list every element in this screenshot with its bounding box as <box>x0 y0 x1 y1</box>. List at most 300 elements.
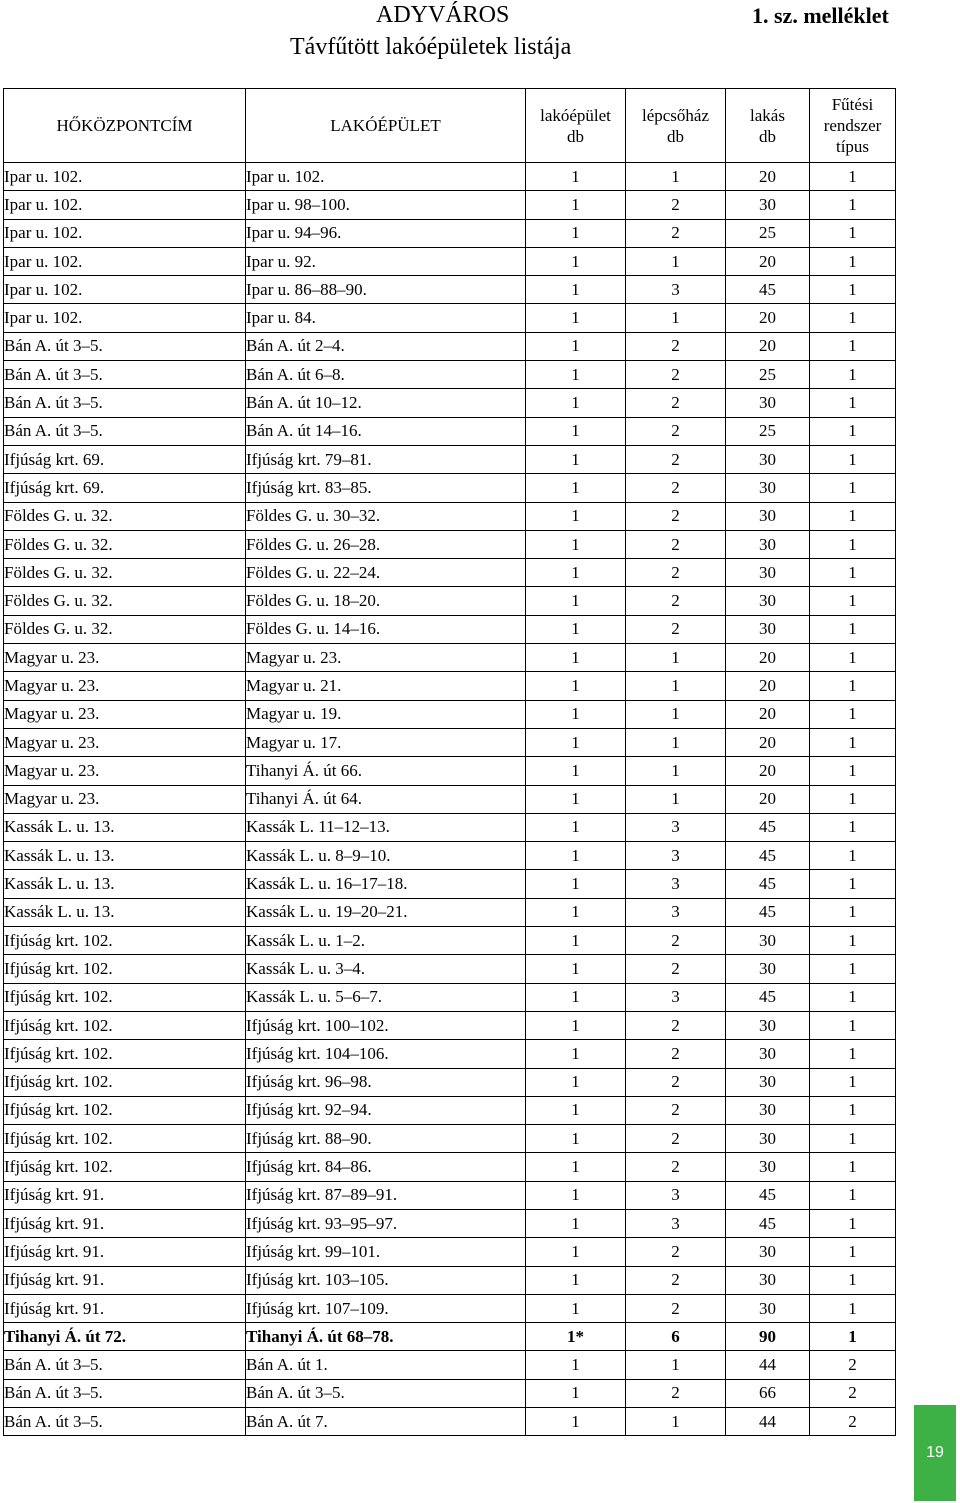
table-row <box>4 247 896 275</box>
building-cell: Ifjúság krt. 92–94. <box>246 1096 526 1124</box>
header-line: lakás <box>750 105 785 125</box>
building-cell: Magyar u. 19. <box>246 700 526 728</box>
table-row <box>4 332 896 360</box>
stairwells-count-cell: 2 <box>626 1379 726 1407</box>
table-row <box>4 672 896 700</box>
stairwells-count-cell: 1 <box>626 785 726 813</box>
heating-type-cell: 1 <box>810 219 896 247</box>
table-row <box>4 445 896 473</box>
stairwells-count-cell: 1 <box>626 163 726 191</box>
buildings-count-cell: 1 <box>526 445 626 473</box>
stairwells-count-cell: 6 <box>626 1323 726 1351</box>
heating-type-cell: 1 <box>810 530 896 558</box>
flats-count-cell: 30 <box>726 389 810 417</box>
flats-count-cell: 66 <box>726 1379 810 1407</box>
flats-count-cell: 30 <box>726 530 810 558</box>
table-row <box>4 1125 896 1153</box>
heating-type-cell: 2 <box>810 1379 896 1407</box>
building-cell: Ipar u. 94–96. <box>246 219 526 247</box>
table-row <box>4 757 896 785</box>
building-cell: Ifjúság krt. 93–95–97. <box>246 1209 526 1237</box>
stairwells-count-cell: 2 <box>626 389 726 417</box>
stairwells-count-cell: 2 <box>626 361 726 389</box>
header-line: rendszer <box>823 116 882 135</box>
table-row <box>4 1153 896 1181</box>
building-cell: Bán A. út 2–4. <box>246 332 526 360</box>
buildings-count-cell: 1 <box>526 1266 626 1294</box>
stairwells-count-cell: 3 <box>626 898 726 926</box>
heating-type-cell: 1 <box>810 898 896 926</box>
stairwells-count-cell: 2 <box>626 445 726 473</box>
station-cell: Ifjúság krt. 91. <box>4 1209 246 1237</box>
buildings-count-cell: 1 <box>526 1040 626 1068</box>
stairwells-count-cell: 3 <box>626 1181 726 1209</box>
buildings-count-cell: 1 <box>526 1068 626 1096</box>
table-row <box>4 1209 896 1237</box>
table-row <box>4 728 896 756</box>
heating-type-cell: 1 <box>810 1040 896 1068</box>
flats-count-cell: 45 <box>726 983 810 1011</box>
building-cell: Kassák L. u. 19–20–21. <box>246 898 526 926</box>
buildings-count-cell: 1 <box>526 644 626 672</box>
station-cell: Ifjúság krt. 102. <box>4 1096 246 1124</box>
building-cell: Ifjúság krt. 87–89–91. <box>246 1181 526 1209</box>
building-cell: Magyar u. 17. <box>246 728 526 756</box>
buildings-count-cell: 1 <box>526 1209 626 1237</box>
buildings-count-cell: 1 <box>526 955 626 983</box>
flats-count-cell: 90 <box>726 1323 810 1351</box>
stairwells-count-cell: 2 <box>626 530 726 558</box>
table-row <box>4 615 896 643</box>
station-cell: Magyar u. 23. <box>4 785 246 813</box>
stairwells-count-cell: 2 <box>626 1096 726 1124</box>
table-row <box>4 163 896 191</box>
flats-count-cell: 30 <box>726 1125 810 1153</box>
buildings-count-cell: 1 <box>526 983 626 1011</box>
table-row <box>4 1294 896 1322</box>
table-row <box>4 1011 896 1039</box>
building-cell: Bán A. út 7. <box>246 1408 526 1436</box>
building-cell: Bán A. út 14–16. <box>246 417 526 445</box>
stairwells-count-cell: 3 <box>626 983 726 1011</box>
heating-type-cell: 1 <box>810 1266 896 1294</box>
table-row <box>4 559 896 587</box>
header-line: db <box>759 126 776 146</box>
building-cell: Ipar u. 98–100. <box>246 191 526 219</box>
heating-type-cell: 1 <box>810 672 896 700</box>
building-cell: Földes G. u. 30–32. <box>246 502 526 530</box>
building-cell: Ipar u. 86–88–90. <box>246 276 526 304</box>
station-cell: Bán A. út 3–5. <box>4 332 246 360</box>
flats-count-cell: 30 <box>726 587 810 615</box>
table-row <box>4 785 896 813</box>
station-cell: Bán A. út 3–5. <box>4 417 246 445</box>
header-line: lépcsőház <box>641 105 710 125</box>
buildings-count-cell: 1 <box>526 219 626 247</box>
table-row <box>4 304 896 332</box>
buildings-count-cell: 1 <box>526 332 626 360</box>
table-row <box>4 389 896 417</box>
stairwells-count-cell: 1 <box>626 728 726 756</box>
flats-count-cell: 30 <box>726 1068 810 1096</box>
station-cell: Földes G. u. 32. <box>4 615 246 643</box>
station-cell: Magyar u. 23. <box>4 700 246 728</box>
buildings-count-cell: 1 <box>526 1125 626 1153</box>
stairwells-count-cell: 2 <box>626 927 726 955</box>
flats-count-cell: 30 <box>726 1238 810 1266</box>
stairwells-count-cell: 1 <box>626 700 726 728</box>
station-cell: Ifjúság krt. 102. <box>4 1125 246 1153</box>
flats-count-cell: 30 <box>726 474 810 502</box>
table-row <box>4 191 896 219</box>
table-row <box>4 1096 896 1124</box>
station-cell: Bán A. út 3–5. <box>4 389 246 417</box>
building-cell: Magyar u. 21. <box>246 672 526 700</box>
station-cell: Földes G. u. 32. <box>4 530 246 558</box>
heating-type-cell: 1 <box>810 1068 896 1096</box>
stairwells-count-cell: 2 <box>626 474 726 502</box>
station-cell: Kassák L. u. 13. <box>4 898 246 926</box>
station-cell: Ifjúság krt. 91. <box>4 1266 246 1294</box>
heating-type-cell: 1 <box>810 361 896 389</box>
building-cell: Kassák L. u. 8–9–10. <box>246 842 526 870</box>
building-cell: Földes G. u. 18–20. <box>246 587 526 615</box>
table-row <box>4 927 896 955</box>
buildings-count-cell: 1 <box>526 587 626 615</box>
flats-count-cell: 20 <box>726 247 810 275</box>
heating-type-cell: 1 <box>810 1294 896 1322</box>
buildings-count-cell: 1 <box>526 417 626 445</box>
heating-type-cell: 1 <box>810 304 896 332</box>
table-row <box>4 530 896 558</box>
heating-type-cell: 1 <box>810 502 896 530</box>
heating-type-cell: 1 <box>810 1096 896 1124</box>
building-cell: Ifjúság krt. 79–81. <box>246 445 526 473</box>
buildings-count-cell: 1 <box>526 1408 626 1436</box>
table-row <box>4 417 896 445</box>
station-cell: Tihanyi Á. út 72. <box>4 1323 246 1351</box>
flats-count-cell: 30 <box>726 1040 810 1068</box>
station-cell: Ifjúság krt. 91. <box>4 1181 246 1209</box>
building-cell: Földes G. u. 26–28. <box>246 530 526 558</box>
building-cell: Ifjúság krt. 104–106. <box>246 1040 526 1068</box>
buildings-count-cell: 1 <box>526 728 626 756</box>
station-cell: Ipar u. 102. <box>4 276 246 304</box>
buildings-count-cell: 1 <box>526 813 626 841</box>
station-cell: Ifjúság krt. 91. <box>4 1294 246 1322</box>
building-cell: Kassák L. u. 5–6–7. <box>246 983 526 1011</box>
stairwells-count-cell: 2 <box>626 559 726 587</box>
flats-count-cell: 30 <box>726 1294 810 1322</box>
station-cell: Kassák L. u. 13. <box>4 842 246 870</box>
buildings-count-cell: 1 <box>526 1238 626 1266</box>
flats-count-cell: 45 <box>726 276 810 304</box>
buildings-count-cell: 1 <box>526 559 626 587</box>
station-cell: Magyar u. 23. <box>4 757 246 785</box>
stairwells-count-cell: 2 <box>626 1068 726 1096</box>
station-cell: Magyar u. 23. <box>4 644 246 672</box>
table-row <box>4 1323 896 1351</box>
station-cell: Kassák L. u. 13. <box>4 870 246 898</box>
buildings-count-cell: 1 <box>526 1294 626 1322</box>
heating-type-cell: 1 <box>810 276 896 304</box>
table-row <box>4 870 896 898</box>
buildings-count-cell: 1 <box>526 898 626 926</box>
table-row <box>4 813 896 841</box>
table-row <box>4 1266 896 1294</box>
stairwells-count-cell: 1 <box>626 247 726 275</box>
flats-count-cell: 30 <box>726 502 810 530</box>
table-row <box>4 219 896 247</box>
stairwells-count-cell: 2 <box>626 1040 726 1068</box>
heating-type-cell: 1 <box>810 1209 896 1237</box>
flats-count-cell: 30 <box>726 1011 810 1039</box>
table-header-row <box>4 89 896 163</box>
building-cell: Tihanyi Á. út 64. <box>246 785 526 813</box>
table-row <box>4 1040 896 1068</box>
table-row <box>4 1068 896 1096</box>
column-header-flats-count <box>726 89 810 163</box>
station-cell: Bán A. út 3–5. <box>4 1408 246 1436</box>
flats-count-cell: 45 <box>726 898 810 926</box>
table-row <box>4 587 896 615</box>
station-cell: Ipar u. 102. <box>4 219 246 247</box>
buildings-count-cell: 1 <box>526 1379 626 1407</box>
heating-type-cell: 1 <box>810 927 896 955</box>
buildings-count-cell: 1 <box>526 785 626 813</box>
heating-type-cell: 1 <box>810 445 896 473</box>
building-cell: Kassák L. 11–12–13. <box>246 813 526 841</box>
flats-count-cell: 25 <box>726 417 810 445</box>
header-line: db <box>667 126 684 146</box>
flats-count-cell: 20 <box>726 785 810 813</box>
building-cell: Kassák L. u. 16–17–18. <box>246 870 526 898</box>
heating-type-cell: 1 <box>810 1011 896 1039</box>
buildings-count-cell: 1 <box>526 1153 626 1181</box>
table-row <box>4 842 896 870</box>
table-row <box>4 474 896 502</box>
building-cell: Kassák L. u. 1–2. <box>246 927 526 955</box>
stairwells-count-cell: 2 <box>626 587 726 615</box>
building-cell: Ipar u. 102. <box>246 163 526 191</box>
buildings-count-cell: 1 <box>526 615 626 643</box>
stairwells-count-cell: 2 <box>626 219 726 247</box>
heating-type-cell: 1 <box>810 559 896 587</box>
building-cell: Ifjúság krt. 107–109. <box>246 1294 526 1322</box>
station-cell: Bán A. út 3–5. <box>4 1379 246 1407</box>
stairwells-count-cell: 2 <box>626 502 726 530</box>
stairwells-count-cell: 2 <box>626 417 726 445</box>
heating-type-cell: 1 <box>810 247 896 275</box>
heating-buildings-table <box>3 88 896 1436</box>
station-cell: Ifjúság krt. 102. <box>4 955 246 983</box>
building-cell: Bán A. út 6–8. <box>246 361 526 389</box>
station-cell: Ipar u. 102. <box>4 247 246 275</box>
building-cell: Ifjúság krt. 99–101. <box>246 1238 526 1266</box>
buildings-count-cell: 1 <box>526 927 626 955</box>
heating-type-cell: 1 <box>810 1238 896 1266</box>
station-cell: Ifjúság krt. 102. <box>4 1011 246 1039</box>
buildings-count-cell: 1 <box>526 757 626 785</box>
flats-count-cell: 20 <box>726 757 810 785</box>
heating-type-cell: 1 <box>810 417 896 445</box>
building-cell: Tihanyi Á. út 68–78. <box>246 1323 526 1351</box>
heating-type-cell: 1 <box>810 1323 896 1351</box>
stairwells-count-cell: 1 <box>626 644 726 672</box>
heating-type-cell: 1 <box>810 785 896 813</box>
station-cell: Földes G. u. 32. <box>4 502 246 530</box>
station-cell: Bán A. út 3–5. <box>4 1351 246 1379</box>
building-cell: Tihanyi Á. út 66. <box>246 757 526 785</box>
table-row <box>4 983 896 1011</box>
buildings-count-cell: 1 <box>526 870 626 898</box>
buildings-count-cell: 1 <box>526 530 626 558</box>
building-cell: Földes G. u. 22–24. <box>246 559 526 587</box>
heating-type-cell: 1 <box>810 474 896 502</box>
document-subtitle: Távfűtött lakóépületek listája <box>290 34 572 60</box>
table-row <box>4 955 896 983</box>
stairwells-count-cell: 3 <box>626 1209 726 1237</box>
station-cell: Ifjúság krt. 102. <box>4 1040 246 1068</box>
table-row <box>4 700 896 728</box>
column-header-heating-type <box>810 89 896 163</box>
building-cell: Ifjúság krt. 88–90. <box>246 1125 526 1153</box>
building-cell: Ifjúság krt. 84–86. <box>246 1153 526 1181</box>
heating-type-cell: 1 <box>810 644 896 672</box>
heating-type-cell: 1 <box>810 191 896 219</box>
heating-type-cell: 1 <box>810 757 896 785</box>
column-header-buildings-count <box>526 89 626 163</box>
building-cell: Bán A. út 10–12. <box>246 389 526 417</box>
stairwells-count-cell: 3 <box>626 813 726 841</box>
flats-count-cell: 20 <box>726 332 810 360</box>
page-number: 19 <box>926 1444 944 1461</box>
building-cell: Bán A. út 3–5. <box>246 1379 526 1407</box>
building-cell: Bán A. út 1. <box>246 1351 526 1379</box>
flats-count-cell: 30 <box>726 559 810 587</box>
flats-count-cell: 45 <box>726 1209 810 1237</box>
heating-type-cell: 1 <box>810 1153 896 1181</box>
heating-type-cell: 1 <box>810 728 896 756</box>
station-cell: Ipar u. 102. <box>4 163 246 191</box>
station-cell: Bán A. út 3–5. <box>4 361 246 389</box>
table-row <box>4 898 896 926</box>
stairwells-count-cell: 1 <box>626 672 726 700</box>
buildings-count-cell: 1 <box>526 361 626 389</box>
building-cell: Földes G. u. 14–16. <box>246 615 526 643</box>
buildings-count-cell: 1 <box>526 672 626 700</box>
flats-count-cell: 30 <box>726 615 810 643</box>
heating-type-cell: 1 <box>810 870 896 898</box>
buildings-count-cell: 1 <box>526 1096 626 1124</box>
header-line: Fűtési <box>831 95 874 114</box>
flats-count-cell: 20 <box>726 672 810 700</box>
stairwells-count-cell: 3 <box>626 276 726 304</box>
heating-type-cell: 1 <box>810 389 896 417</box>
flats-count-cell: 30 <box>726 1266 810 1294</box>
column-header-stairwells-count <box>626 89 726 163</box>
buildings-count-cell: 1 <box>526 842 626 870</box>
buildings-count-cell: 1 <box>526 247 626 275</box>
stairwells-count-cell: 2 <box>626 1238 726 1266</box>
station-cell: Ipar u. 102. <box>4 191 246 219</box>
flats-count-cell: 20 <box>726 163 810 191</box>
table-row <box>4 1379 896 1407</box>
flats-count-cell: 20 <box>726 728 810 756</box>
building-cell: Ifjúság krt. 103–105. <box>246 1266 526 1294</box>
table-row <box>4 1351 896 1379</box>
header-line: db <box>567 126 584 146</box>
table-row <box>4 502 896 530</box>
buildings-count-cell: 1 <box>526 1181 626 1209</box>
station-cell: Magyar u. 23. <box>4 728 246 756</box>
flats-count-cell: 25 <box>726 361 810 389</box>
column-header-building-label: LAKÓÉPÜLET <box>330 116 441 135</box>
heating-type-cell: 1 <box>810 1181 896 1209</box>
station-cell: Földes G. u. 32. <box>4 559 246 587</box>
table-row <box>4 1408 896 1436</box>
flats-count-cell: 30 <box>726 955 810 983</box>
flats-count-cell: 44 <box>726 1351 810 1379</box>
stairwells-count-cell: 1 <box>626 1351 726 1379</box>
column-header-station-label: HŐKÖZPONTCÍM <box>56 116 193 135</box>
flats-count-cell: 30 <box>726 927 810 955</box>
stairwells-count-cell: 2 <box>626 615 726 643</box>
stairwells-count-cell: 2 <box>626 191 726 219</box>
flats-count-cell: 45 <box>726 1181 810 1209</box>
stairwells-count-cell: 1 <box>626 1408 726 1436</box>
building-cell: Ifjúság krt. 83–85. <box>246 474 526 502</box>
table-row <box>4 361 896 389</box>
heating-type-cell: 2 <box>810 1408 896 1436</box>
heating-type-cell: 1 <box>810 700 896 728</box>
table-body <box>4 163 896 1436</box>
stairwells-count-cell: 2 <box>626 955 726 983</box>
building-cell: Magyar u. 23. <box>246 644 526 672</box>
buildings-count-cell: 1 <box>526 502 626 530</box>
station-cell: Ifjúság krt. 69. <box>4 474 246 502</box>
building-cell: Ifjúság krt. 96–98. <box>246 1068 526 1096</box>
stairwells-count-cell: 2 <box>626 332 726 360</box>
stairwells-count-cell: 1 <box>626 757 726 785</box>
heating-type-cell: 1 <box>810 955 896 983</box>
stairwells-count-cell: 2 <box>626 1011 726 1039</box>
flats-count-cell: 30 <box>726 1153 810 1181</box>
flats-count-cell: 30 <box>726 1096 810 1124</box>
station-cell: Ifjúság krt. 102. <box>4 1068 246 1096</box>
stairwells-count-cell: 2 <box>626 1153 726 1181</box>
flats-count-cell: 30 <box>726 191 810 219</box>
stairwells-count-cell: 3 <box>626 842 726 870</box>
buildings-count-cell: 1 <box>526 191 626 219</box>
flats-count-cell: 45 <box>726 813 810 841</box>
heating-type-cell: 1 <box>810 1125 896 1153</box>
station-cell: Ipar u. 102. <box>4 304 246 332</box>
station-cell: Ifjúság krt. 102. <box>4 983 246 1011</box>
heating-type-cell: 1 <box>810 163 896 191</box>
annex-label: 1. sz. melléklet <box>752 3 889 28</box>
station-cell: Ifjúság krt. 102. <box>4 927 246 955</box>
flats-count-cell: 45 <box>726 842 810 870</box>
stairwells-count-cell: 1 <box>626 304 726 332</box>
buildings-count-cell: 1 <box>526 700 626 728</box>
stairwells-count-cell: 2 <box>626 1294 726 1322</box>
buildings-count-cell: 1 <box>526 304 626 332</box>
building-cell: Ipar u. 92. <box>246 247 526 275</box>
flats-count-cell: 45 <box>726 870 810 898</box>
buildings-count-cell: 1 <box>526 1351 626 1379</box>
building-cell: Ipar u. 84. <box>246 304 526 332</box>
